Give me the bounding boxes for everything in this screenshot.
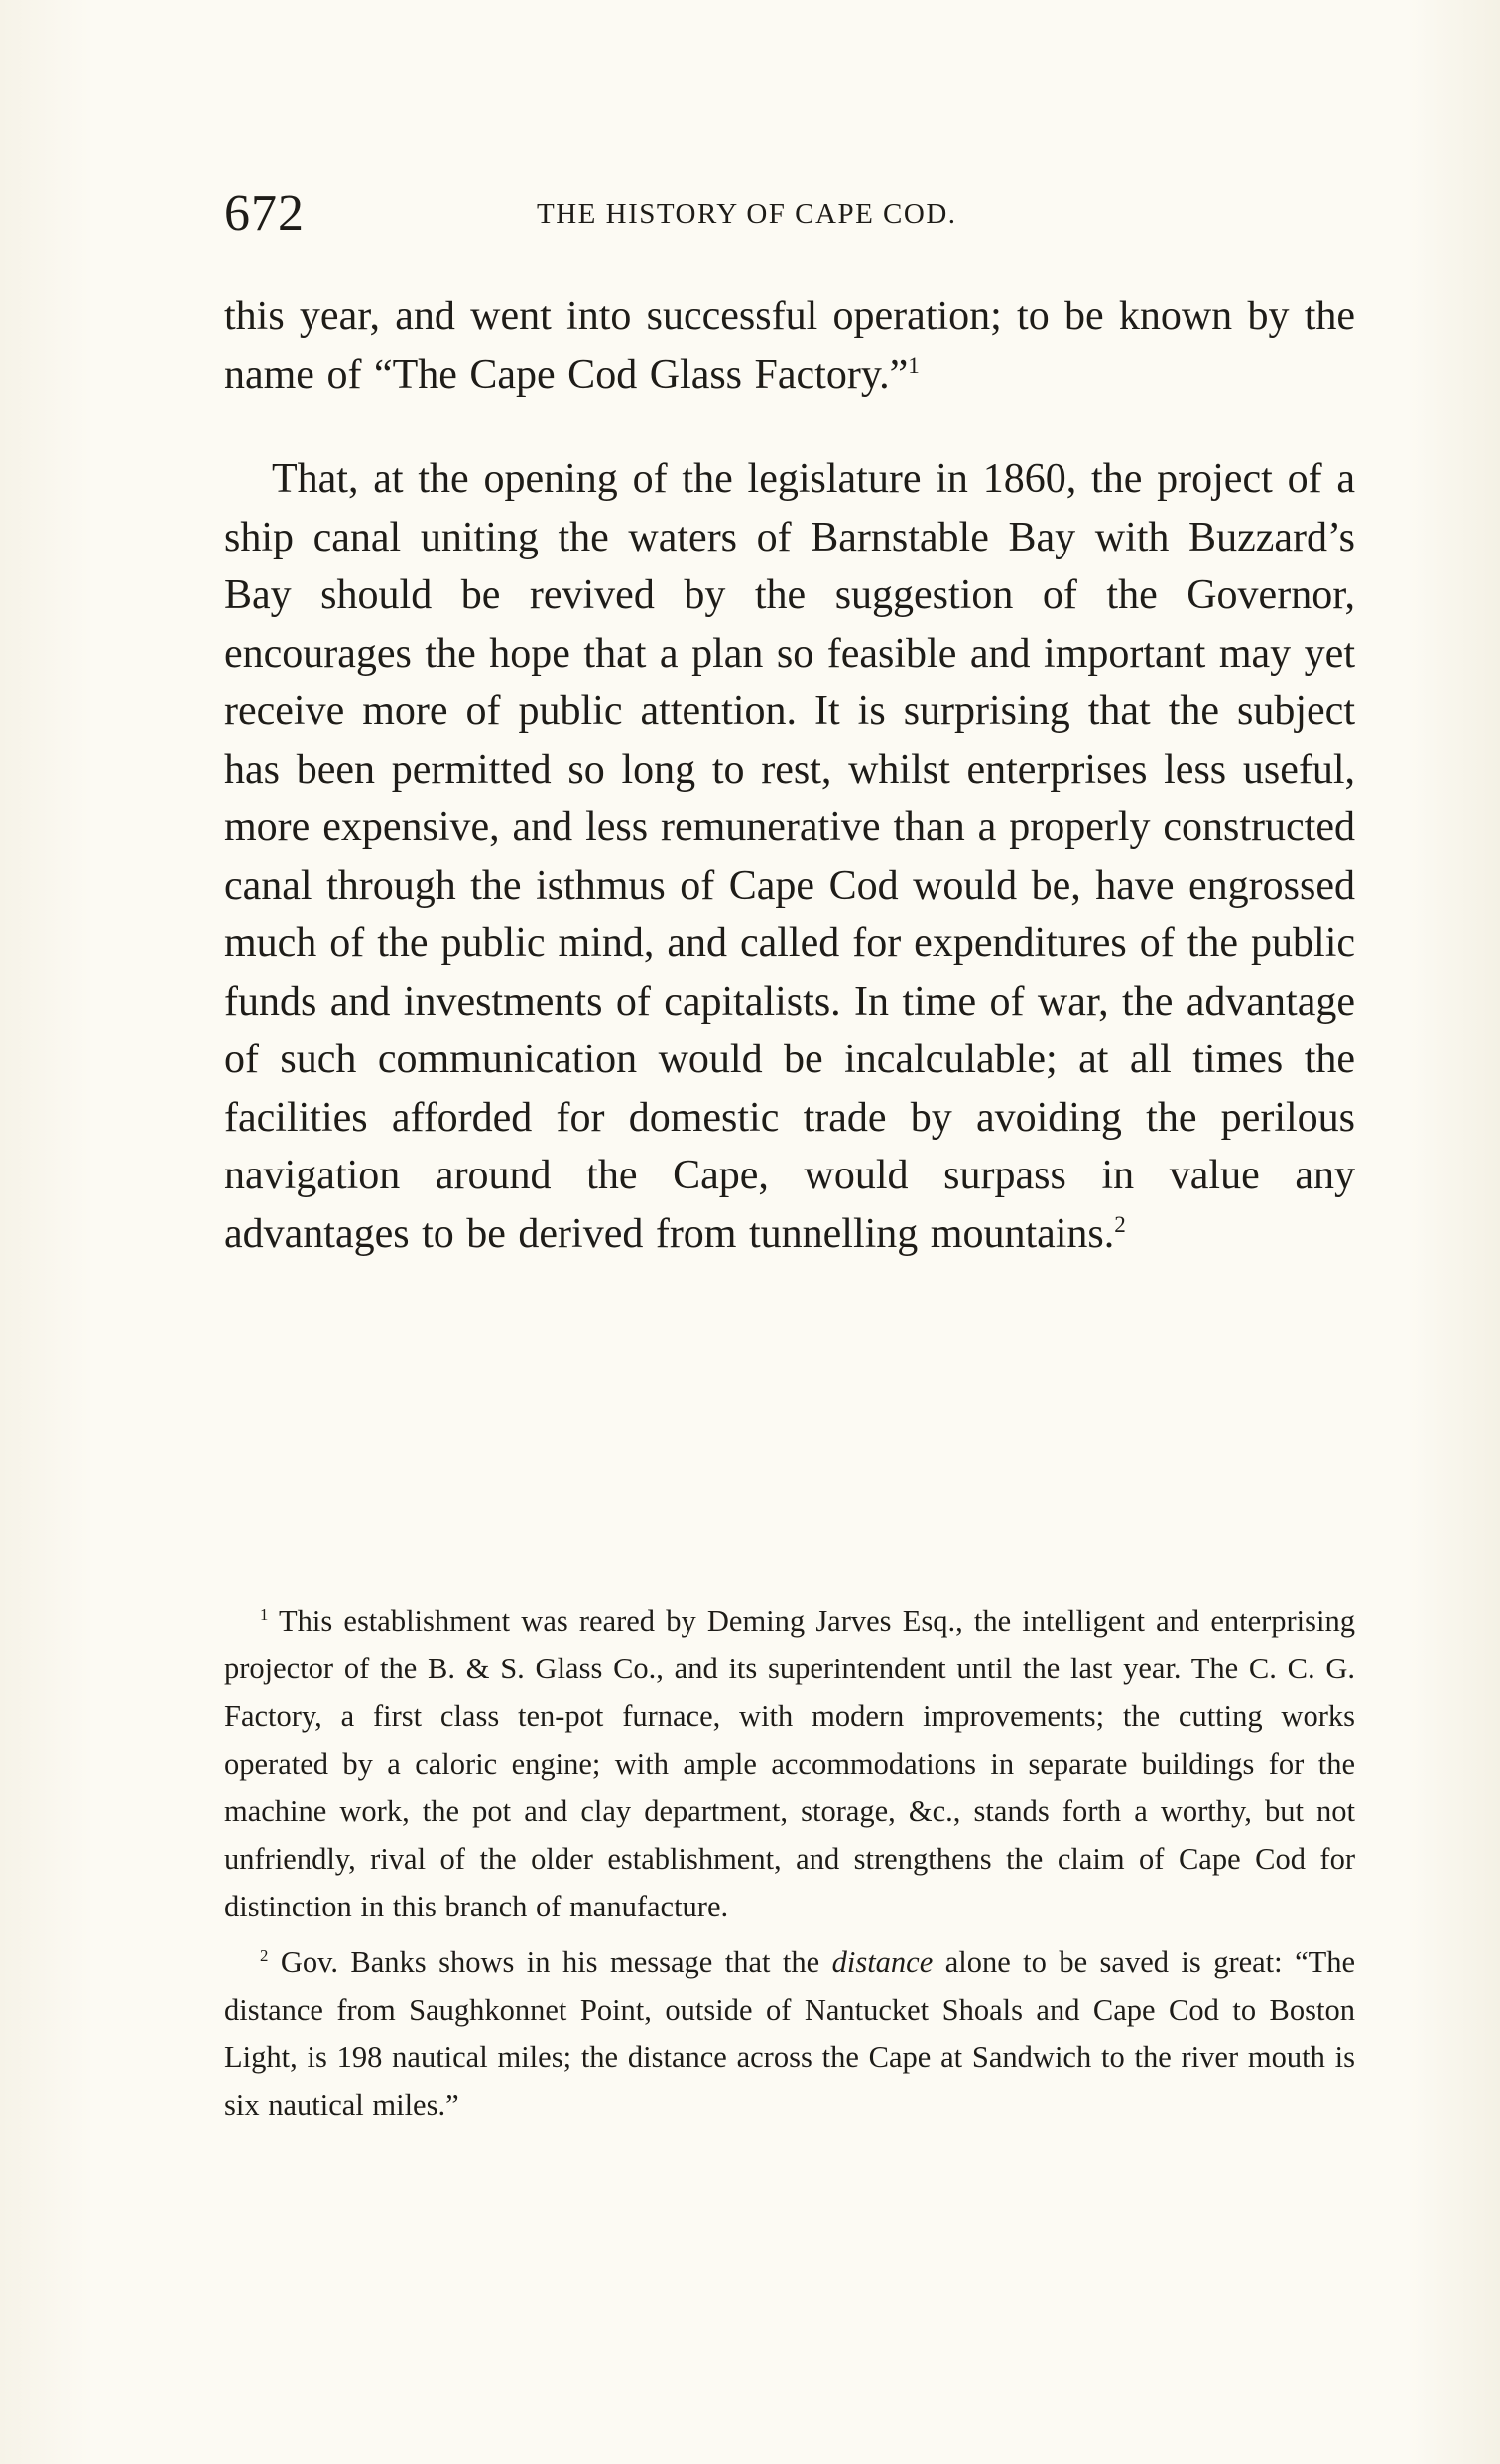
footnote-text: Gov. Banks shows in his message that the: [280, 1945, 820, 1979]
paragraph-canal: [224, 450, 1355, 1263]
main-text: [224, 288, 1355, 1263]
footnote-text: This establishment was reared by Deming Jarves Esq., the intelligent and enterprising projector of the B. & S. Glass Co., and its superintendent until the last year. The C. C. G. Factory, a first class ten-pot furnace, with modern improvements; the cutting works operated by a caloric engine; with ample accommodations in separate buildings for the machine work, the pot and clay department, storage, &c., stands forth a worthy, but not unfriendly, rival of the older establishment, and strengthens the claim of Cape Cod for distinction in this branch of manufacture.: [224, 1604, 1355, 1923]
footnotes: [224, 1597, 1355, 2129]
page-header: [224, 185, 1355, 244]
footnote-2: [224, 1938, 1355, 2129]
page-number: 672: [224, 185, 305, 242]
footnote-1: [224, 1597, 1355, 1930]
footnote-reference: 1: [908, 351, 920, 378]
footnote-marker: 1: [260, 1604, 269, 1624]
footnote-reference: 2: [1114, 1210, 1126, 1237]
paragraph-text: this year, and went into successful operation; to be known by the name of “The Cape Cod Glass Factory.”: [224, 294, 1355, 398]
paragraph-continued: [224, 288, 1355, 404]
footnote-marker: 2: [260, 1945, 269, 1965]
running-head: THE HISTORY OF CAPE COD.: [537, 198, 957, 230]
footnote-text: alone to be saved is great: “The distance from Saughkonnet Point, outside of Nantucket Shoals and Cape Cod to Boston Light, is 198 nautical miles; the distance across the Cape at Sandwich to the river mouth is six nautical miles.”: [224, 1945, 1356, 2122]
paragraph-text: That, at the opening of the legislature in 1860, the project of a ship canal uniting the waters of Barnstable Bay with Buzzard’s Bay should be revived by the suggestion of the Governor, encourages the hope that a plan so feasible and important may yet receive more of public attention. It is surprising that the subject has been permitted so long to rest, whilst enterprises less useful, more expensive, and less remunerative than a properly constructed canal through the isthmus of Cape Cod would be, have engrossed much of the public mind, and called for expenditures of the public funds and investments of capitalists. In time of war, the advantage of such communication would be incalculable; at all times the facilities afforded for domestic trade by avoiding the perilous navigation around the Cape, would surpass in value any advantages to be derived from tunnelling mountains.: [224, 456, 1355, 1257]
footnote-emphasis: distance: [831, 1945, 934, 1979]
